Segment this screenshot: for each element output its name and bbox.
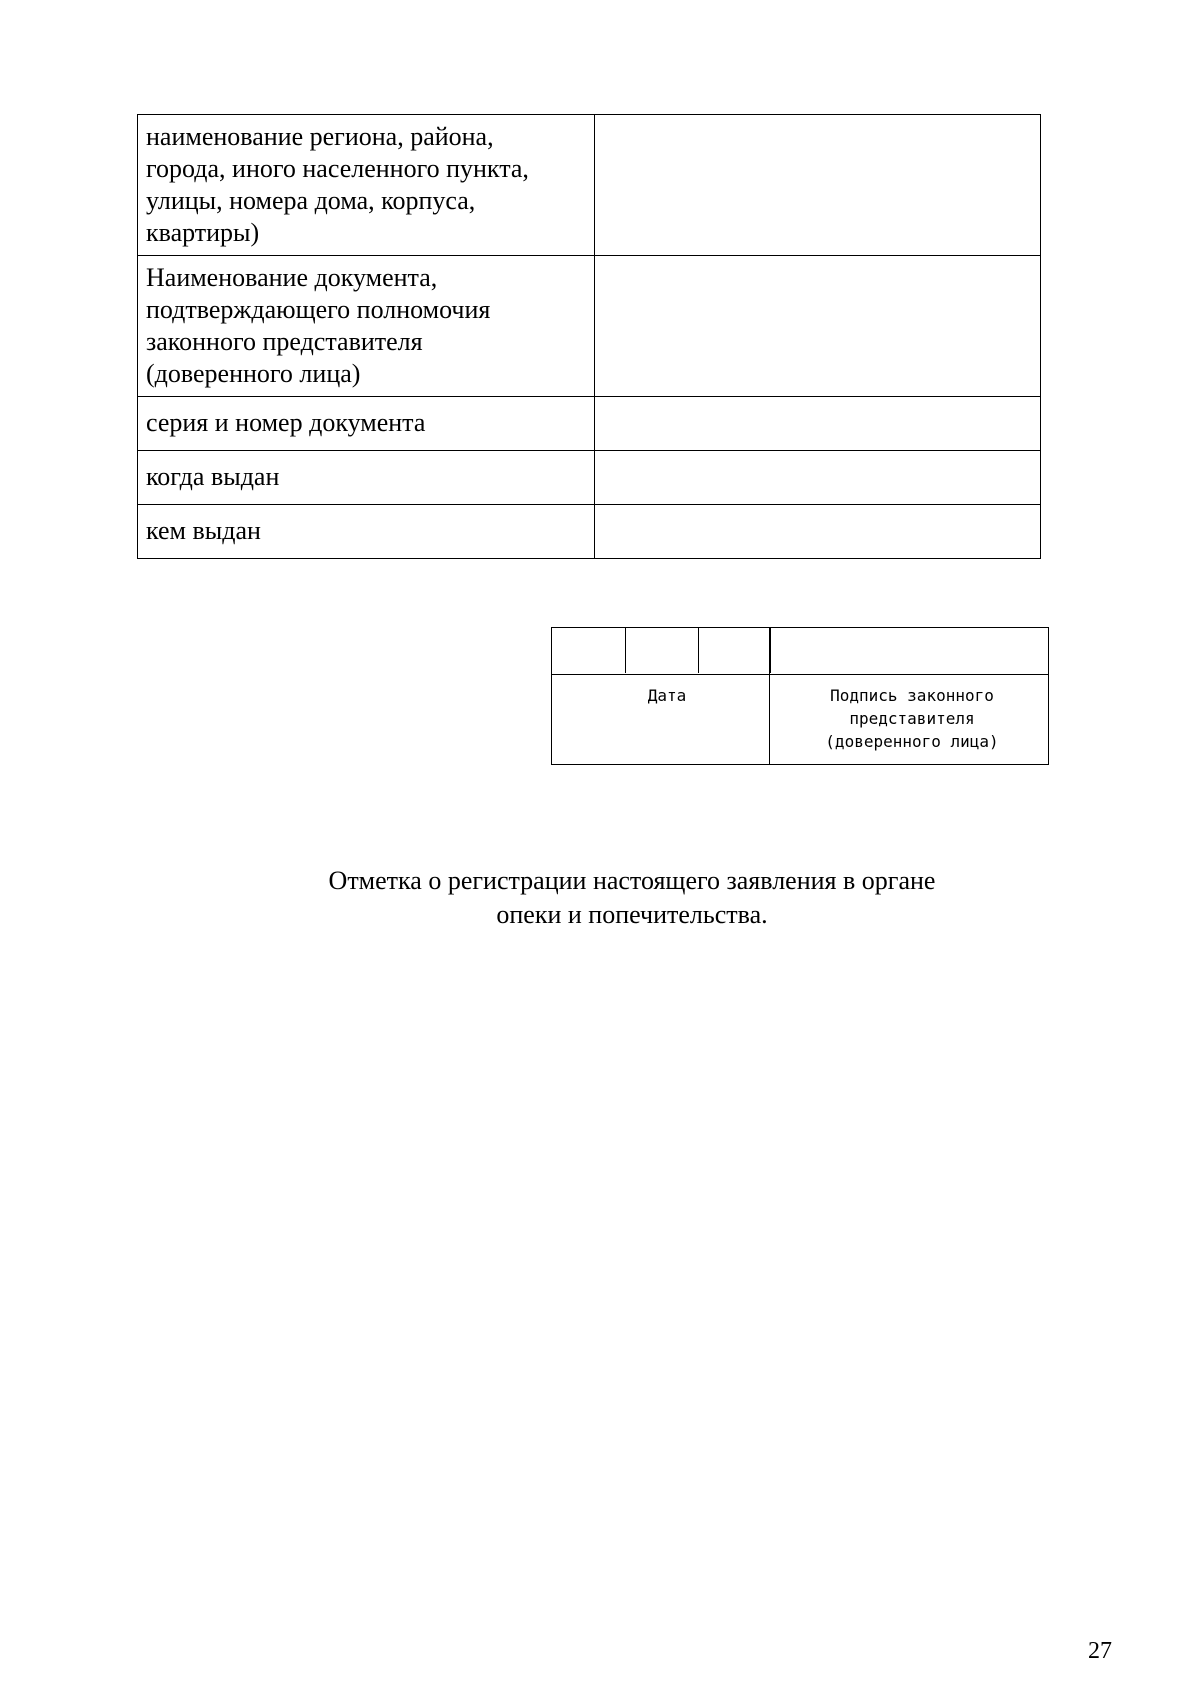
row-value-field[interactable] (594, 451, 1040, 505)
row-label: наименование региона, района, города, иного населенного пункта, улицы, номера дома, корпуса, квартиры) (138, 115, 595, 256)
signature-block (551, 627, 1049, 765)
row-label: кем выдан (138, 505, 595, 559)
date-label: Дата (647, 686, 687, 705)
row-value-field[interactable] (594, 256, 1040, 397)
date-year-field[interactable] (699, 628, 771, 673)
table-row (138, 397, 1041, 451)
signature-label: Подпись законного представителя (доверенного лица) (825, 686, 999, 751)
table-row (138, 505, 1041, 559)
table-row (138, 115, 1041, 256)
table-row (138, 256, 1041, 397)
date-day-field[interactable] (552, 628, 626, 673)
row-value-field[interactable] (594, 397, 1040, 451)
row-label: серия и номер документа (138, 397, 595, 451)
signature-entry-row (552, 628, 1048, 675)
row-label: когда выдан (138, 451, 595, 505)
row-value-field[interactable] (594, 505, 1040, 559)
row-value-field[interactable] (594, 115, 1040, 256)
date-month-field[interactable] (626, 628, 699, 673)
table-row (138, 451, 1041, 505)
page-number: 27 (1088, 1638, 1112, 1664)
applicant-info-table (137, 114, 1041, 559)
row-label: Наименование документа, подтверждающего полномочия законного представителя (доверенного лица) (138, 256, 595, 397)
signature-field[interactable] (771, 628, 1048, 673)
registration-note: Отметка о регистрации настоящего заявления в органе опеки и попечительства. (328, 866, 936, 929)
